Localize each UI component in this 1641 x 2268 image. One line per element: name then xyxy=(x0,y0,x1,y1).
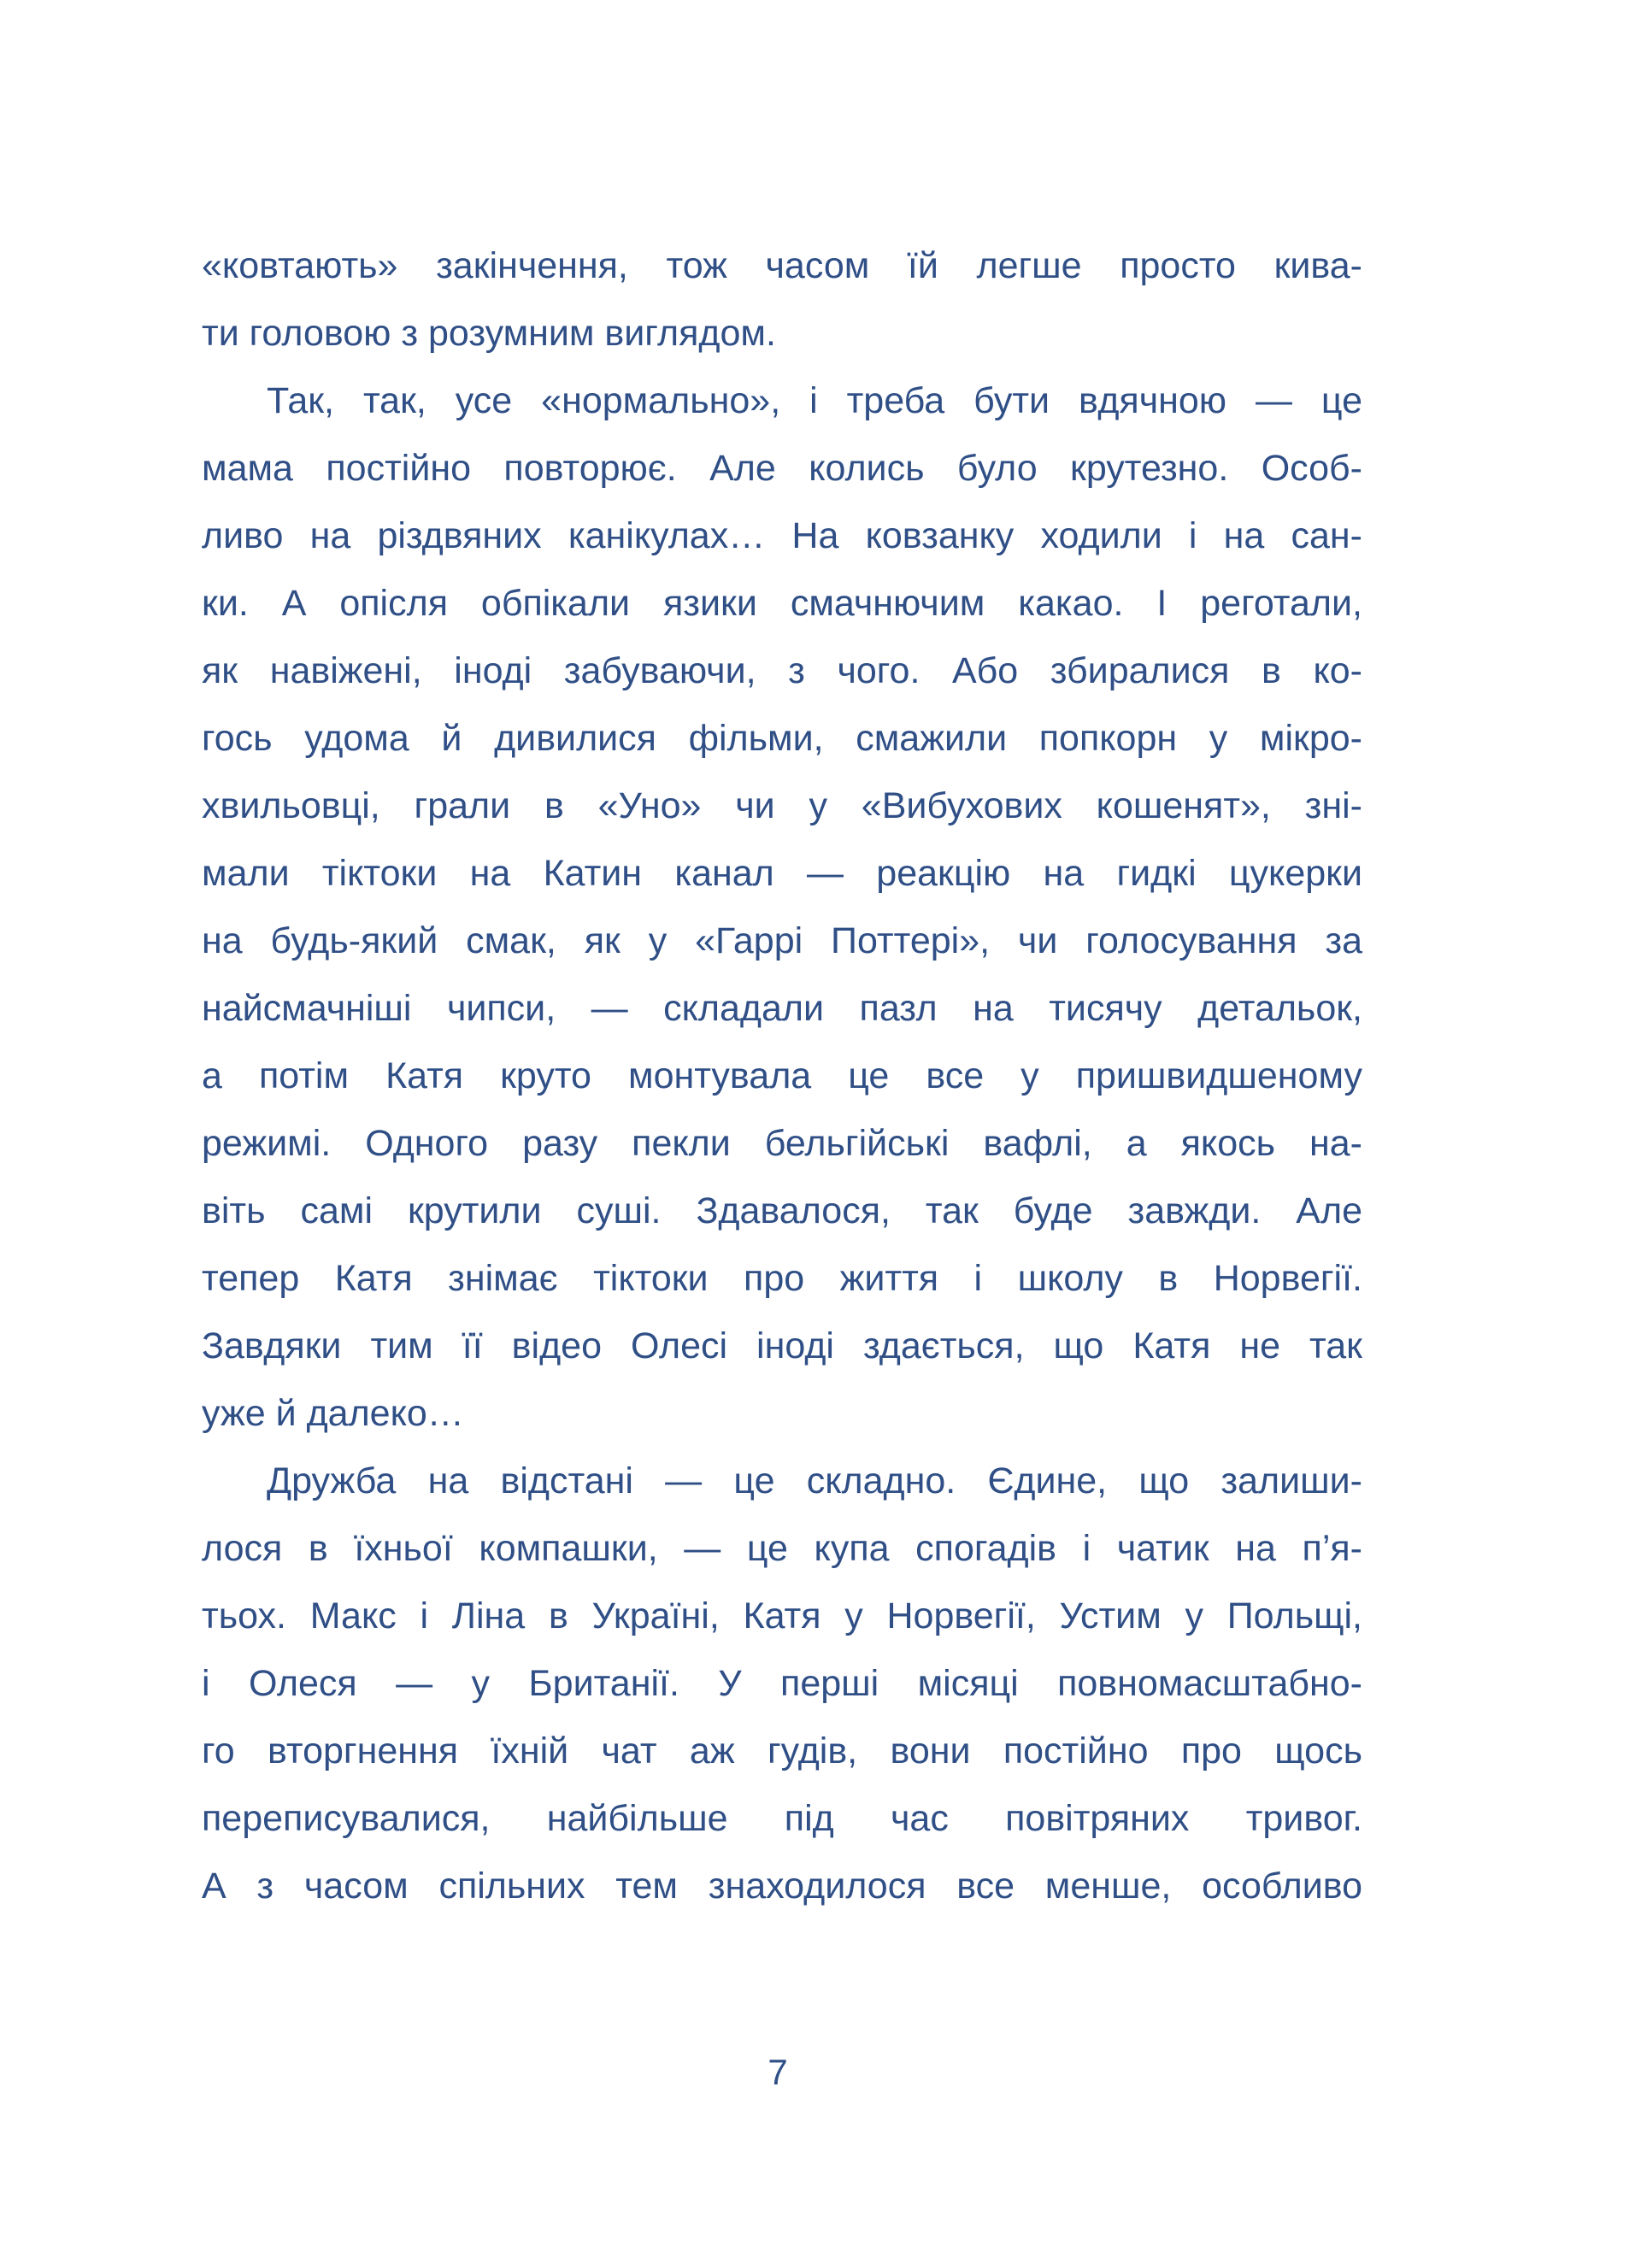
text-line: ливо на різдвяних канікулах… На ковзанку ходили і на сан- xyxy=(202,515,1362,556)
text-line: тьох. Макс і Ліна в Україні, Катя у Норвегії, Устим у Польщі, xyxy=(202,1595,1362,1636)
text-line: гось удома й дивилися фільми, смажили попкорн у мікро- xyxy=(202,718,1362,759)
text-line: і Олеся — у Британії. У перші місяці повномасштабно- xyxy=(202,1663,1362,1704)
body-text xyxy=(202,232,1362,1920)
text-line: тепер Катя знімає тіктоки про життя і школу в Норвегії. xyxy=(202,1258,1362,1299)
paragraph-start-line: Дружба на відстані — це складно. Єдине, що залиши- xyxy=(267,1460,1362,1501)
text-line: уже й далеко… xyxy=(202,1393,464,1434)
text-line: лося в їхньої компашки, — це купа спогадів і чатик на п’я- xyxy=(202,1528,1362,1569)
text-line: як навіжені, іноді забуваючи, з чого. Або збиралися в ко- xyxy=(202,650,1362,691)
text-line: а потім Катя круто монтувала це все у пришвидшеному xyxy=(202,1055,1362,1096)
text-line: Завдяки тим її відео Олесі іноді здається, що Катя не так xyxy=(202,1325,1362,1366)
text-line: «ковтають» закінчення, тож часом їй легше просто кива- xyxy=(202,245,1362,286)
text-line: мама постійно повторює. Але колись було крутезно. Особ- xyxy=(202,448,1362,489)
text-line: режимі. Одного разу пекли бельгійські вафлі, а якось на- xyxy=(202,1123,1362,1164)
text-line: мали тіктоки на Катин канал — реакцію на гидкі цукерки xyxy=(202,853,1362,894)
text-line: на будь-який смак, як у «Гаррі Поттері», чи голосування за xyxy=(202,920,1362,961)
paragraph-start-line: Так, так, усе «нормально», і треба бути вдячною — це xyxy=(267,380,1362,421)
text-line: хвильовці, грали в «Уно» чи у «Вибухових кошенят», зні- xyxy=(202,785,1362,826)
text-line: віть самі крутили суші. Здавалося, так буде завжди. Але xyxy=(202,1190,1362,1231)
page-number: 7 xyxy=(768,2052,788,2092)
text-line: переписувалися, найбільше під час повітряних тривог. xyxy=(202,1798,1362,1839)
text-line: А з часом спільних тем знаходилося все менше, особливо xyxy=(202,1866,1362,1907)
text-line: го вторгнення їхній чат аж гудів, вони постійно про щось xyxy=(202,1730,1362,1772)
text-line: ти головою з розумним виглядом. xyxy=(202,313,776,354)
text-line: найсмачніші чипси, — складали пазл на тисячу детальок, xyxy=(202,988,1362,1029)
text-line: ки. А опісля обпікали язики смачнючим какао. І реготали, xyxy=(202,583,1362,624)
